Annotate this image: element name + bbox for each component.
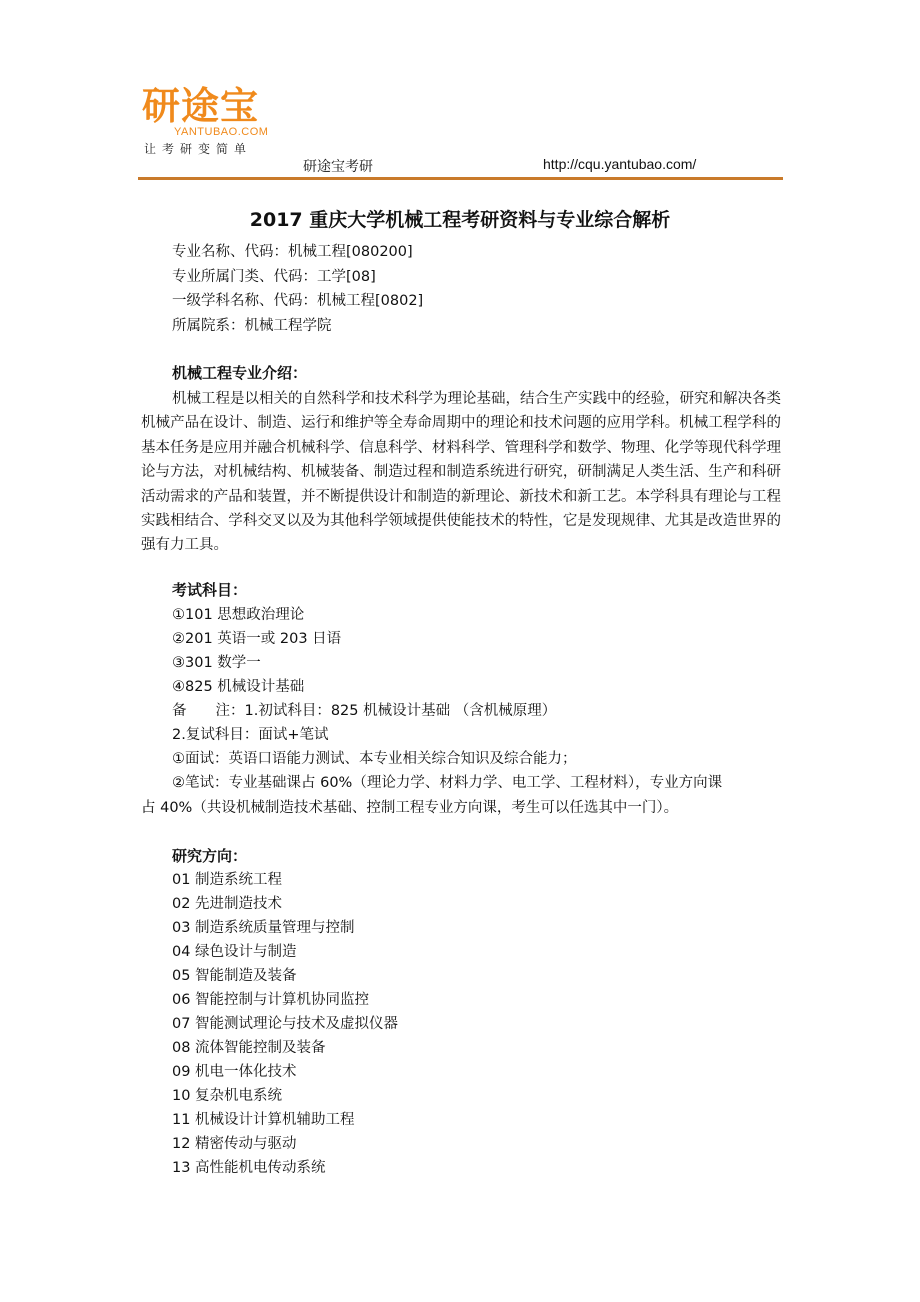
research-item: 08 流体智能控制及装备 <box>172 1040 326 1056</box>
document-title: 2017 重庆大学机械工程考研资料与专业综合解析 <box>249 209 671 231</box>
exam-item: ②201 英语一或 203 日语 <box>172 631 342 647</box>
exam-item: ④825 机械设计基础 <box>172 679 305 695</box>
exam-note: 备 注：1.初试科目：825 机械设计基础 （含机械原理） <box>172 703 557 719</box>
exam-written: ②笔试：专业基础课占 60%（理论力学、材料力学、电工学、工程材料），专业方向课 <box>172 775 723 791</box>
research-item: 03 制造系统质量管理与控制 <box>172 920 355 936</box>
site-name: 研途宝考研 <box>303 159 373 175</box>
logo-text: 研途宝 <box>142 84 260 128</box>
research-item: 06 智能控制与计算机协同监控 <box>172 992 370 1008</box>
brand-logo <box>142 86 302 156</box>
intro-paragraph: 机械工程是以相关的自然科学和技术科学为理论基础，结合生产实践中的经验，研究和解决各类机械产品在设计、制造、运行和维护等全寿命周期中的理论和技术问题的应用学科。机械工程学科的基本任务是应用并融合机械科学、信息科学、材料科学、管理科学和数学、物理、化学等现代科学理论与方法，对机械结构、机械装备、制造过程和制造系统进行研究，研制满足人类生活、生产和科研活动需求的产品和装置，并不断提供设计和制造的新理论、新技术和新工艺。本学科具有理论与工程实践相结合、学科交叉以及为其他科学领域提供使能技术的特性，它是发现规律、尤其是改造世界的强有力工具。 <box>141 391 781 554</box>
site-url-link[interactable]: http://cqu.yantubao.com/ <box>543 156 697 172</box>
header-divider <box>138 177 783 180</box>
info-discipline: 一级学科名称、代码：机械工程[0802] <box>172 293 424 309</box>
research-item: 12 精密传动与驱动 <box>172 1136 297 1152</box>
research-item: 13 高性能机电传动系统 <box>172 1160 326 1176</box>
research-item: 09 机电一体化技术 <box>172 1064 297 1080</box>
exam-retest: 2.复试科目：面试+笔试 <box>172 727 329 743</box>
research-item: 10 复杂机电系统 <box>172 1088 283 1104</box>
research-heading: 研究方向： <box>172 847 248 865</box>
logo-domain: YANTUBAO.COM <box>174 126 269 138</box>
exam-item: ①101 思想政治理论 <box>172 607 305 623</box>
research-item: 11 机械设计计算机辅助工程 <box>172 1112 355 1128</box>
logo-slogan: 让考研变简单 <box>144 142 253 156</box>
info-category: 专业所属门类、代码：工学[08] <box>172 269 376 285</box>
exam-interview: ①面试：英语口语能力测试、本专业相关综合知识及综合能力； <box>172 751 577 767</box>
research-item: 05 智能制造及装备 <box>172 968 297 984</box>
research-item: 02 先进制造技术 <box>172 896 283 912</box>
intro-heading: 机械工程专业介绍： <box>172 364 308 382</box>
exam-written-cont: 占 40%（共设机械制造技术基础、控制工程专业方向课，考生可以任选其中一门）。 <box>141 800 679 816</box>
info-major: 专业名称、代码：机械工程[080200] <box>172 244 413 260</box>
exam-heading: 考试科目： <box>172 581 248 599</box>
research-item: 04 绿色设计与制造 <box>172 944 297 960</box>
research-item: 01 制造系统工程 <box>172 872 283 888</box>
exam-item: ③301 数学一 <box>172 655 261 671</box>
info-department: 所属院系：机械工程学院 <box>172 318 332 334</box>
research-item: 07 智能测试理论与技术及虚拟仪器 <box>172 1016 399 1032</box>
